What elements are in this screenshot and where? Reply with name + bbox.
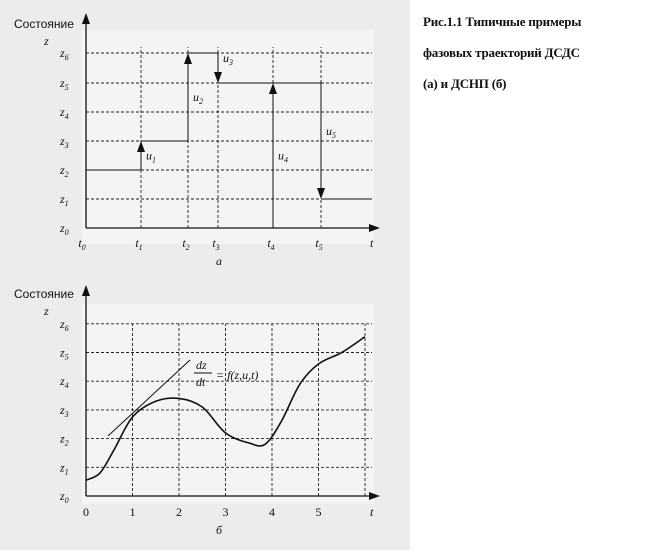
event-label-u3-subscript: 3 xyxy=(229,58,233,67)
panel-b-z-label-subscript: 2 xyxy=(64,438,69,448)
caption-line-2: фазовых траекторий ДСДС xyxy=(423,45,580,60)
panel-a-z-label-base: z xyxy=(60,221,65,235)
panel-b-z-label-subscript: 3 xyxy=(64,409,69,419)
panel-b-z-label-base: z xyxy=(60,431,65,446)
panel-a-t-label-subscript: 1 xyxy=(138,243,143,252)
panel-a-z-label-subscript: 3 xyxy=(64,141,69,150)
panel-b-x-tick: 4 xyxy=(269,505,275,519)
caption-line-3: (а) и ДСНП (б) xyxy=(423,76,507,91)
panel-a-z-label-subscript: 0 xyxy=(64,228,69,237)
event-label-u4-base: u xyxy=(278,148,284,163)
panel-b-x-axis-label: t xyxy=(370,505,374,519)
panel-a-t-label-subscript: 2 xyxy=(185,243,190,252)
panel-a-z-label-subscript: 2 xyxy=(64,170,69,179)
panel-b-letter: б xyxy=(216,523,223,537)
event-label-u2-base: u xyxy=(193,90,199,104)
panel-a-z-label-subscript: 1 xyxy=(64,199,69,208)
panel-a-t-label-subscript: 4 xyxy=(270,243,275,252)
panel-a-z-label-subscript: 6 xyxy=(64,53,69,62)
panel-b-z-label-base: z xyxy=(60,316,65,331)
event-label-u3-base: u xyxy=(223,51,229,65)
panel-b-z-label-subscript: 4 xyxy=(64,381,69,391)
event-label-u5-subscript: 5 xyxy=(332,131,336,140)
event-label-u1-base: u xyxy=(146,148,152,163)
panel-b-x-tick: 0 xyxy=(83,505,89,519)
panel-a-z-label-base: z xyxy=(60,192,65,206)
panel-a-t-label-base: t xyxy=(267,236,271,250)
panel-a-z-label-subscript: 5 xyxy=(64,83,69,92)
panel-b-plot-area xyxy=(82,304,374,504)
panel-b-z-label-subscript: 1 xyxy=(64,467,69,477)
panel-b-z-label-base: z xyxy=(60,489,65,503)
event-label-u2-subscript: 2 xyxy=(199,97,203,106)
panel-a-t-label-base: t xyxy=(78,236,82,250)
panel-b-z-label-subscript: 0 xyxy=(64,496,69,505)
panel-a-letter: а xyxy=(216,254,222,268)
panel-b-z-label-base: z xyxy=(60,460,65,475)
panel-a-t-label-base: t xyxy=(182,236,186,250)
equation-numerator: dz xyxy=(196,358,207,372)
panel-a-y-axis-label: z xyxy=(44,34,49,48)
panel-b-state-label: Состояние xyxy=(14,287,74,301)
equation-denominator: dt xyxy=(196,375,206,389)
panel-a-t-label-subscript: 5 xyxy=(318,243,323,252)
figure-caption xyxy=(423,6,645,99)
panel-b-z-label-base: z xyxy=(60,345,65,360)
panel-a-z-label-base: z xyxy=(60,105,65,119)
equation-rhs: = f(z,u,t) xyxy=(216,368,259,382)
event-label-u5-base: u xyxy=(326,124,332,138)
panel-b-z-label-base: z xyxy=(60,402,65,417)
panel-a-z-label-subscript: 4 xyxy=(64,112,69,121)
panel-a-x-axis-label: t xyxy=(370,236,374,250)
panel-a-t-label-base: t xyxy=(212,236,216,250)
panel-b-y-axis-label: z xyxy=(44,304,49,318)
panel-b-x-tick: 5 xyxy=(315,505,322,519)
panel-a-t-label-base: t xyxy=(135,236,139,250)
panel-a-t-label-subscript: 3 xyxy=(215,243,220,252)
panel-b-x-tick: 3 xyxy=(222,505,229,519)
panel-a-z-label-base: z xyxy=(60,76,65,90)
panel-b-z-label-base: z xyxy=(60,374,65,389)
panel-a-t-label-base: t xyxy=(315,236,319,250)
caption-line-1: Рис.1.1 Типичные примеры xyxy=(423,14,582,29)
panel-a-z-label-base: z xyxy=(60,46,65,60)
panel-a-t-label-subscript: 0 xyxy=(81,243,86,252)
panel-b-z-label-subscript: 5 xyxy=(64,352,69,362)
panel-b-x-tick: 1 xyxy=(129,505,136,519)
panel-b-x-tick: 2 xyxy=(176,505,182,519)
panel-a-state-label: Состояние xyxy=(14,17,74,31)
panel-a-z-label-base: z xyxy=(60,134,65,148)
panel-a-z-label-base: z xyxy=(60,163,65,177)
event-label-u4-subscript: 4 xyxy=(284,155,288,165)
panel-b-z-label-subscript: 6 xyxy=(64,323,69,333)
event-label-u1-subscript: 1 xyxy=(152,155,156,165)
